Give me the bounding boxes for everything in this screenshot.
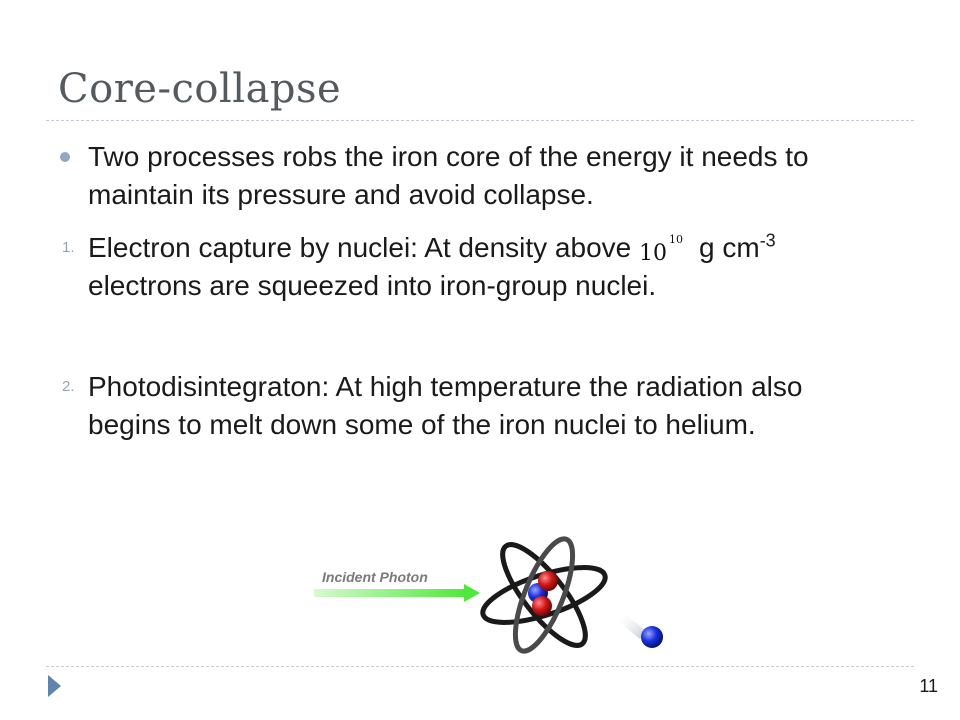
ejected-nucleon-icon	[618, 613, 663, 648]
formula-base: 10	[639, 241, 667, 266]
bullet-intro	[88, 138, 888, 214]
page-number: 11	[919, 676, 938, 696]
slide-title: Core-collapse	[58, 66, 342, 112]
photodisintegration-figure	[306, 531, 686, 667]
item-text: Photodisintegraton: At high temperature the radiation also begins to melt down some of the iron nuclei to helium.	[88, 371, 803, 440]
item-unit: g cm	[699, 232, 760, 263]
formula-exponent: 10	[669, 233, 683, 246]
list-marker: 1.	[62, 239, 75, 256]
bullet-text: Two processes robs the iron core of the energy it needs to maintain its pressure and avoid collapse.	[88, 141, 809, 210]
item-text-after: electrons are squeezed into iron-group nuclei.	[88, 270, 657, 301]
title-divider	[46, 120, 914, 121]
photon-arrow-icon	[314, 584, 480, 602]
footer-divider	[46, 666, 914, 667]
bullet-dot-icon	[60, 152, 70, 162]
list-item-photodisintegration	[62, 368, 888, 444]
incident-photon-label: Incident Photon	[322, 569, 428, 585]
list-marker: 2.	[62, 378, 75, 395]
unit-exponent: -3	[759, 230, 776, 251]
triangle-right-icon[interactable]	[48, 675, 61, 697]
item-text-before: Electron capture by nuclei: At density above	[88, 232, 632, 263]
list-item-electron-capture	[62, 229, 888, 305]
density-formula	[639, 233, 695, 266]
